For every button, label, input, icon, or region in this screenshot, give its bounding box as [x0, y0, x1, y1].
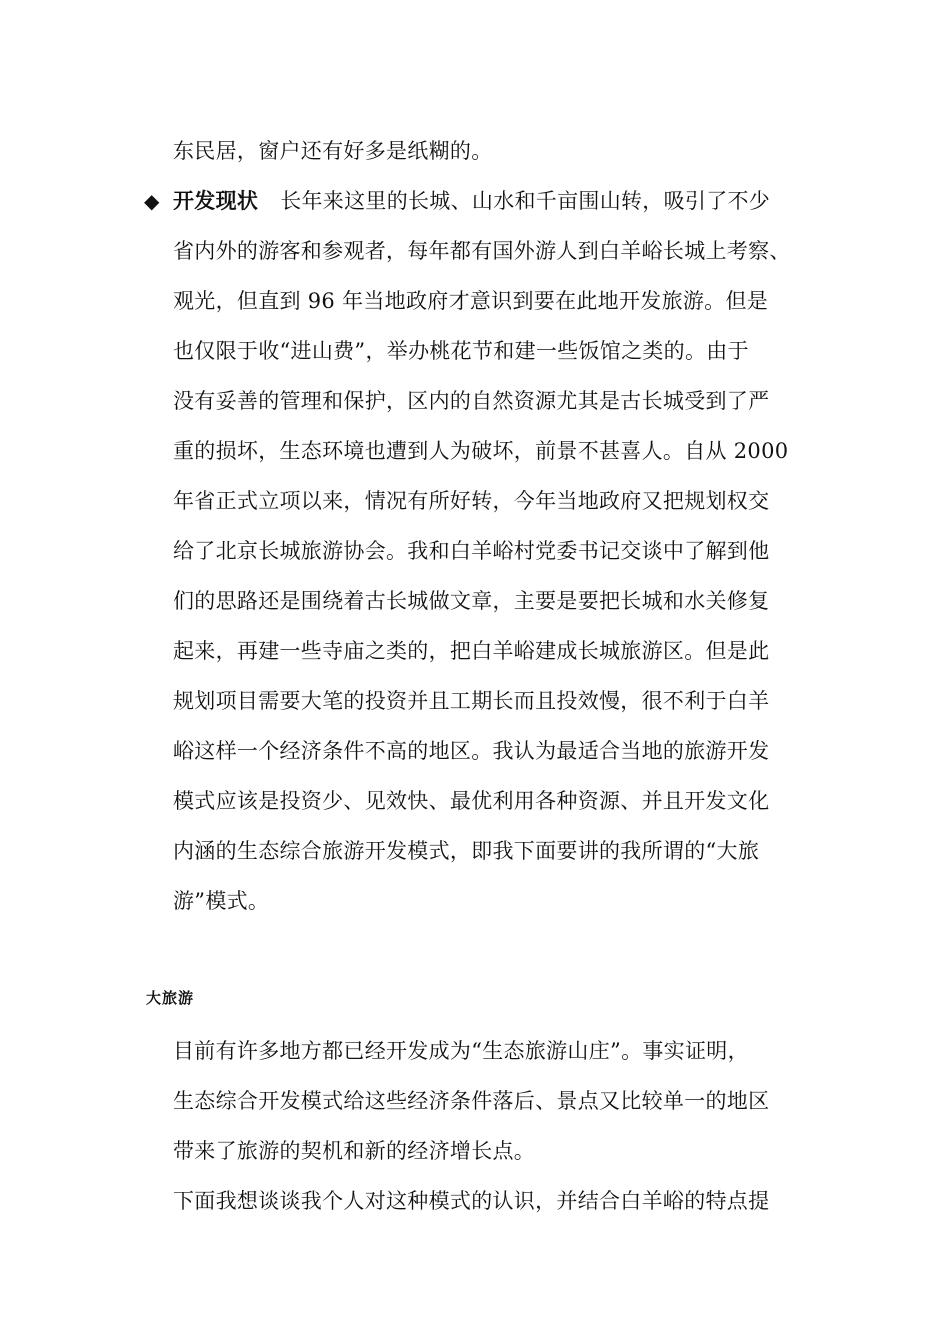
paragraph-line: 们的思路还是围绕着古长城做文章，主要是要把长城和水关修复: [173, 589, 770, 613]
paragraph-line: 峪这样一个经济条件不高的地区。我认为最适合当地的旅游开发: [173, 739, 770, 763]
bullet-title: 开发现状: [173, 189, 259, 213]
paragraph-line: 也仅限于收“进山费”，举办桃花节和建一些饭馆之类的。由于: [173, 339, 749, 363]
paragraph-line: 东民居，窗户还有好多是纸糊的。: [173, 139, 493, 163]
paragraph-line: 观光，但直到 96 年当地政府才意识到要在此地开发旅游。但是: [173, 289, 769, 313]
bullet-text: 长年来这里的长城、山水和千亩围山转，吸引了不少: [280, 189, 771, 213]
paragraph-line: 起来，再建一些寺庙之类的，把白羊峪建成长城旅游区。但是此: [173, 639, 770, 663]
paragraph-line: 没有妥善的管理和保护，区内的自然资源尤其是古长城受到了严: [173, 389, 770, 413]
paragraph-line: 年省正式立项以来，情况有所好转，今年当地政府又把规划权交: [173, 489, 770, 513]
paragraph-line: 带来了旅游的契机和新的经济增长点。: [173, 1139, 536, 1163]
paragraph-line: 游”模式。: [173, 889, 270, 913]
paragraph-line: 内涵的生态综合旅游开发模式，即我下面要讲的我所谓的“大旅: [173, 839, 760, 863]
paragraph-line: 省内外的游客和参观者，每年都有国外游人到白羊峪长城上考察、: [173, 239, 791, 263]
paragraph-line: 重的损坏，生态环境也遭到人为破坏，前景不甚喜人。自从 2000: [173, 439, 789, 463]
paragraph-line: 模式应该是投资少、见效快、最优利用各种资源、并且开发文化: [173, 789, 770, 813]
paragraph-line: 规划项目需要大笔的投资并且工期长而且投效慢，很不利于白羊: [173, 689, 770, 713]
diamond-bullet-icon: ◆: [144, 189, 160, 213]
paragraph-line: 给了北京长城旅游协会。我和白羊峪村党委书记交谈中了解到他: [173, 539, 770, 563]
bullet-line: [173, 186, 770, 216]
paragraph-line: 下面我想谈谈我个人对这种模式的认识，并结合白羊峪的特点提: [173, 1189, 770, 1213]
paragraph-line: 生态综合开发模式给这些经济条件落后、景点又比较单一的地区: [173, 1089, 770, 1113]
paragraph-line: 目前有许多地方都已经开发成为“生态旅游山庄”。事实证明，: [173, 1039, 749, 1063]
section-heading: 大旅游: [146, 989, 195, 1007]
